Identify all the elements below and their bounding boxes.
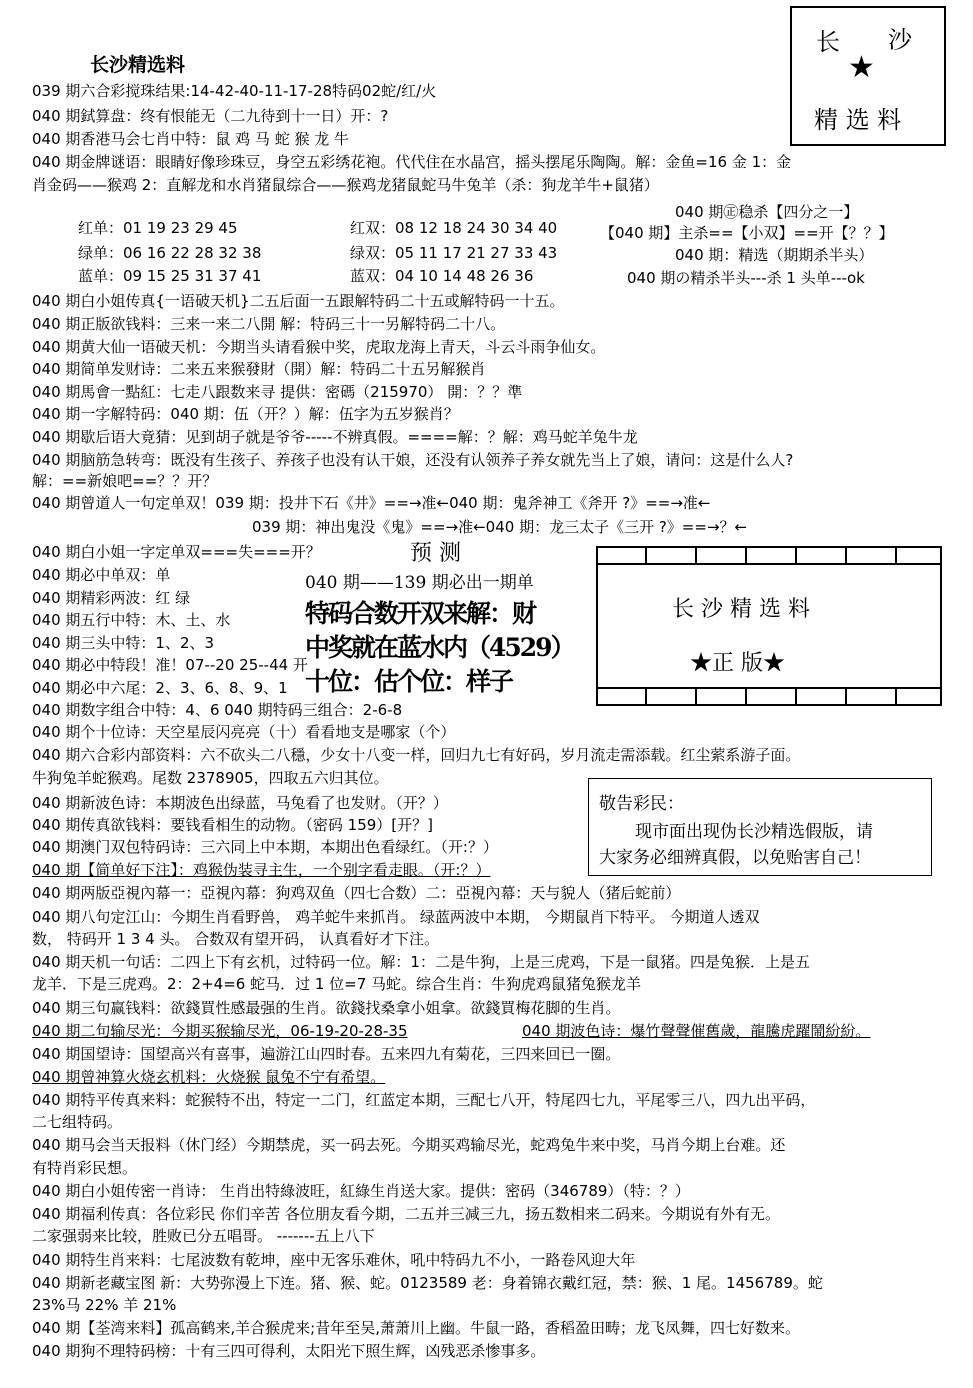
text-line: 040 期六合彩内部资料：六不砍头二八穩，少女十八变一样，回归九七有好码，岁月流走需添载。红尘萦系游子面。 — [32, 746, 801, 764]
text-line: 肖金码——猴鸡 2：直解龙和水肖猪鼠综合——猴鸡龙猪鼠蛇马牛兔羊（杀：狗龙羊牛+鼠猪） — [32, 176, 659, 194]
green-double-numbers: 绿双：05 11 17 21 27 33 43 — [350, 244, 558, 262]
text-line: 040 期曾神算火烧玄机料：火烧猴 鼠兔不宁有希望。 — [32, 1068, 386, 1086]
text-line: 040 期新波色诗：本期波色出绿蓝，马兔看了也发财。（开？） — [32, 794, 448, 812]
green-single-numbers: 绿单：06 16 22 28 32 38 — [78, 244, 262, 262]
side-line: 040 期の精杀半头---杀 1 头单---ok — [627, 269, 865, 287]
forecast-title: 预 测 — [410, 541, 461, 566]
forecast-hint-2: 中奖就在蓝水内（4529） — [305, 633, 574, 662]
text-line: 040 期五行中特：木、土、水 — [32, 611, 231, 629]
text-line: 039 期：神出鬼没《鬼》==→准←040 期：龙三太子《三开 ?》==→？← — [252, 518, 748, 536]
text-line: 040 期黄大仙一语破天机：今期当头请看猴中奖，虎取龙海上青天，斗云斗雨争仙女。 — [32, 338, 606, 356]
blue-double-numbers: 蓝双：04 10 14 48 26 36 — [350, 267, 534, 285]
edition-badge — [596, 546, 942, 706]
brand-box — [790, 6, 946, 146]
forecast-hint-3: 十位：估个位：样子 — [305, 667, 513, 696]
text-line: 040 期特平传真来料：蛇猴特不出，特定一二门，红蓝定本期，三配七八开，特尾四七九，平尾零三八，四九出平码， — [32, 1091, 816, 1109]
text-line: 解：==新娘吧==？？开？ — [32, 472, 218, 490]
notice-box — [588, 778, 932, 876]
badge-frame — [596, 546, 942, 706]
text-line: 040 期一字解特码：040 期：伍（开？）解：伍字为五岁猴肖？ — [32, 405, 459, 423]
text-line: 040 期必中特段！准！07--20 25--44 开 — [32, 656, 308, 674]
text-line: 数， 特码开 1 3 4 头。 合数双有望开码， 认真看好才下注。 — [32, 930, 440, 948]
side-line: 040 期㊣稳杀【四分之一】 — [675, 203, 859, 221]
text-line: 040 期三头中特：1、2、3 — [32, 634, 215, 652]
text-line: 040 期白小姐传密一肖诗： 生肖出特綠波旺，紅綠生肖送大家。提供：密码（346789）（特：？） — [32, 1182, 690, 1200]
text-line: 牛狗兔羊蛇猴鸡。尾数 2378905，四取五六归其位。 — [32, 769, 389, 787]
side-line: 040 期：精选（期期杀半头） — [675, 246, 874, 264]
text-line: 040 期【简单好下注】：鸡猴伪装寻主生，一个别字看走眼。（开:？） — [32, 861, 491, 879]
text-line: 040 期金牌谜语：眼睛好像珍珠豆，身空五彩绣花袍。代代住在水晶宫，摇头摆尾乐陶陶。解：金鱼=16 金 1：金 — [32, 153, 792, 171]
brand-box-char-left: 长 — [816, 28, 840, 56]
notice-text-2: 大家务必细辨真假，以免贻害自己！ — [599, 848, 871, 868]
text-line: 040 期福利传真：各位彩民 你们辛苦 各位朋友看今期，二五并三减三九，扬五数相来二码来。今期说有外有无。 — [32, 1205, 780, 1223]
text-line: 040 期天机一句话：二四上下有玄机，过特码一位。解：1：二是牛狗，上是三虎鸡，下是一鼠猪。四是兔猴．上是五 — [32, 953, 810, 971]
text-line: 040 期【荃湾来料】孤高鹤来,羊合猴虎来;昔年至吴,萧萧川上幽。牛鼠一路，香稻盈田畴；龙飞凤舞，四七好数来。 — [32, 1319, 800, 1337]
text-line: 040 期波色诗：爆竹聲聲催舊歲，龍騰虎躍鬧紛紛。 — [522, 1022, 871, 1040]
text-line: 040 期曾道人一句定单双！039 期：投井下石《井》==→准←040 期：鬼斧神工《斧开 ?》==→准← — [32, 494, 711, 512]
text-line: 二家强弱来比较，胜败已分五唱哥。 -------五上八下 — [32, 1227, 375, 1245]
text-line: 040 期狗不理特码榜：十有三四可得利，太阳光下照生辉，凶残恶杀惨事多。 — [32, 1342, 546, 1360]
page-title: 长沙精选料 — [90, 54, 186, 76]
badge-edition: ★正 版★ — [690, 651, 785, 676]
text-line: 040 期精彩两波：红 绿 — [32, 589, 191, 607]
text-line: 040 期必中六尾：2、3、6、8、9、1 — [32, 679, 288, 697]
text-line: 040 期特生肖来料：七尾波数有乾坤，座中无客乐难休，吼中特码九不小，一路卷风迎大年 — [32, 1251, 636, 1269]
badge-title: 长 沙 精 选 料 — [672, 597, 810, 622]
text-line: 040 期新老藏宝图 新：大势弥漫上下连。猪、猴、蛇。0123589 老：身着锦衣戴红冠，禁：猴、1 尾。1456789。蛇 — [32, 1274, 823, 1292]
text-line: 有特肖彩民想。 — [32, 1159, 138, 1177]
text-line: 040 期香港马会七肖中特：鼠 鸡 马 蛇 猴 龙 牛 — [32, 130, 350, 148]
text-line: 040 期数字组合中特：4、6 040 期特码三组合：2-6-8 — [32, 701, 403, 719]
text-line: 040 期歇后语大竟猜：见到胡子就是爷爷-----不辨真假。====解：？解：鸡马蛇羊兔牛龙 — [32, 428, 638, 446]
star-icon: ★ — [848, 50, 875, 85]
blue-single-numbers: 蓝单：09 15 25 31 37 41 — [78, 267, 262, 285]
text-line: 23%马 22% 羊 21% — [32, 1296, 177, 1314]
forecast-hint-1: 特码合数开双来解：财 — [305, 599, 536, 628]
text-line: 040 期二句输尽光：今期买猴输尽光，06-19-20-28-35 — [32, 1022, 408, 1040]
text-line: 040 期三句赢钱料：欲錢買性感最强的生肖。欲錢找桑拿小姐拿。欲錢買梅花脚的生肖。 — [32, 999, 621, 1017]
text-line: 040 期传真欲钱料：要钱看相生的动物。（密码 159）[开？] — [32, 816, 434, 834]
text-line: 040 期八句定江山：今期生肖看野兽， 鸡羊蛇牛来抓肖。 绿蓝两波中本期， 今期鼠肖下特平。 今期道人透双 — [32, 908, 760, 926]
forecast-subtitle: 040 期——139 期必出一期单 — [305, 573, 534, 593]
text-line: 040 期澳门双包特码诗：三六同上中本期，本期出色看绿红。（开:？） — [32, 838, 498, 856]
text-line: 040 期鉽算盘：终有恨能无（二九待到十一日）开：? — [32, 107, 389, 125]
brand-box-subtitle: 精 选 料 — [814, 106, 902, 134]
notice-title: 敬告彩民： — [599, 794, 684, 814]
brand-box-char-right: 沙 — [888, 26, 912, 54]
text-line: 龙羊．下是三虎鸡。2：2+4=6 蛇马．过 1 位=7 马蛇。综合生肖：牛狗虎鸡鼠猪兔猴龙羊 — [32, 975, 642, 993]
text-line: 040 期国望诗：国望高兴有喜事，遍游江山四时春。五来四九有菊花，三四来回已一圈。 — [32, 1045, 621, 1063]
notice-text-1: 现市面出现伪长沙精选假版，请 — [635, 822, 873, 842]
text-line: 040 期白小姐一字定单双===失===开？ — [32, 543, 321, 561]
text-line: 040 期正版欲钱料：三来一来二八開 解：特码三十一另解特码二十八。 — [32, 315, 506, 333]
text-line: 040 期馬會一點紅：七走八跟数来寻 提供：密碼（215970） 開：？？準 — [32, 383, 523, 401]
text-line: 040 期脑筋急转弯：既没有生孩子、养孩子也没有认干娘，还没有认领养子养女就先当上了娘，请问：这是什么人? — [32, 451, 794, 469]
text-line: 040 期两版亞視內幕一：亞視內幕：狗鸡双鱼（四七合数）二：亞視內幕：天与貌人（猪后蛇前） — [32, 884, 681, 902]
text-line: 040 期必中单双：单 — [32, 566, 171, 584]
text-line: 040 期个十位诗：天空星辰闪亮亮（十）看看地支是哪家（个） — [32, 723, 456, 741]
side-line: 【040 期】主杀==【小双】==开【？？】 — [600, 224, 894, 242]
text-line: 040 期白小姐传真{一语破天机}二五后面一五跟解特码二十五或解特码一十五。 — [32, 292, 565, 310]
text-line: 二七组特码。 — [32, 1113, 123, 1131]
red-double-numbers: 红双：08 12 18 24 30 34 40 — [350, 219, 558, 237]
red-single-numbers: 红单：01 19 23 29 45 — [78, 219, 238, 237]
result-line: 039 期六合彩搅珠结果:14-42-40-11-17-28特码02蛇/红/火 — [32, 82, 437, 100]
text-line: 040 期简单发财诗：二来五来猴發財（開）解：特码二十五另解猴肖 — [32, 360, 486, 378]
text-line: 040 期马会当天报料（休门经）今期禁虎，买一码去死。今期买鸡输尽光，蛇鸡兔牛来中奖，马肖今期上台难。还 — [32, 1136, 786, 1154]
